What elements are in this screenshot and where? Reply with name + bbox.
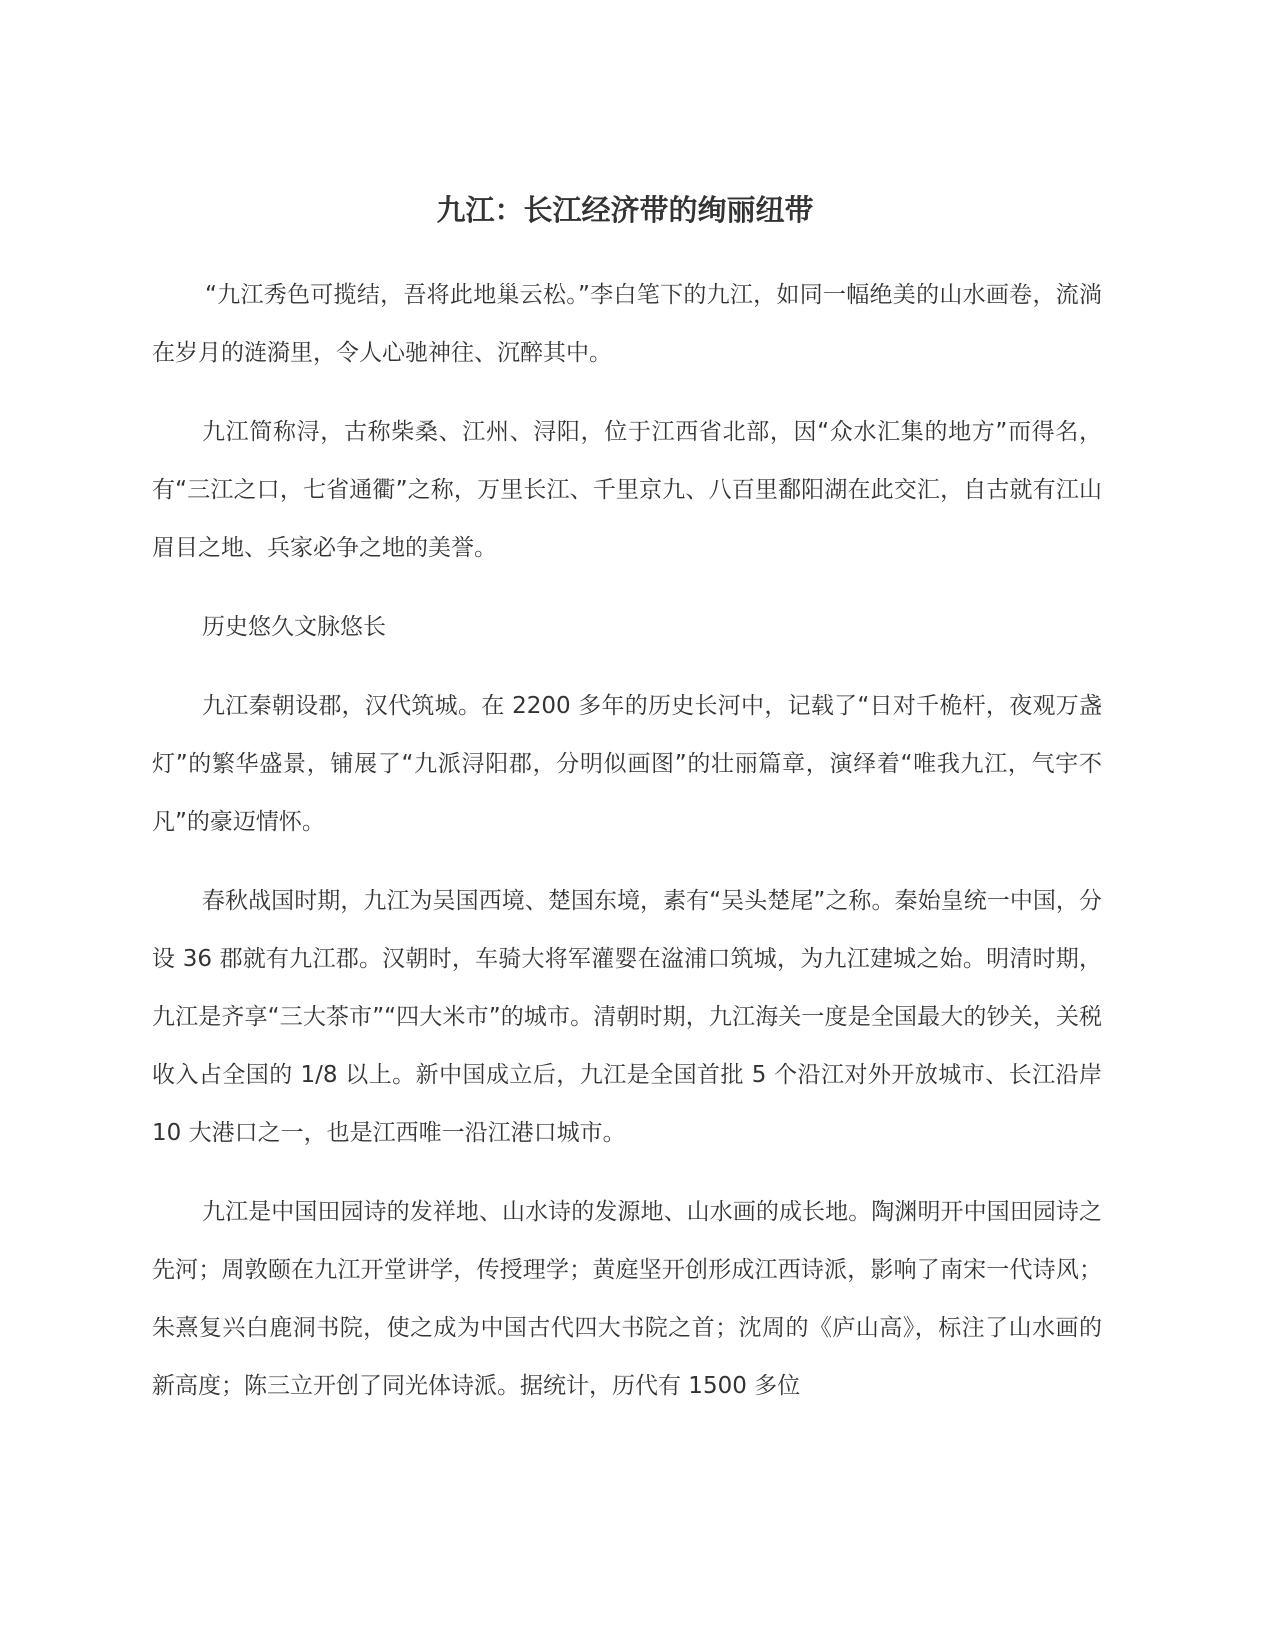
paragraph-history-intro: 九江秦朝设郡，汉代筑城。在 2200 多年的历史长河中，记载了“日对千桅杆，夜观万盏灯”的繁华盛景，铺展了“九派浔阳郡，分明似画图”的壮丽篇章，演绎着“唯我九江，气宇不凡”的豪迈情怀。 [152,693,1102,835]
paragraph-intro-quote: “九江秀色可揽结，吾将此地巢云松。”李白笔下的九江，如同一幅绝美的山水画卷，流淌在岁月的涟漪里，令人心驰神往、沉醉其中。 [152,282,1102,366]
paragraph-culture: 九江是中国田园诗的发祥地、山水诗的发源地、山水画的成长地。陶渊明开中国田园诗之先河；周敦颐在九江开堂讲学，传授理学；黄庭坚开创形成江西诗派，影响了南宋一代诗风；朱熹复兴白鹿洞书院，使之成为中国古代四大书院之首；沈周的《庐山高》，标注了山水画的新高度；陈三立开创了同光体诗派。据统计，历代有 1500 多位 [152,1199,1102,1399]
document-body [152,266,1102,1436]
paragraph-history-detail: 春秋战国时期，九江为吴国西境、楚国东境，素有“吴头楚尾”之称。秦始皇统一中国，分设 36 郡就有九江郡。汉朝时，车骑大将军灌婴在湓浦口筑城，为九江建城之始。明清时期，九江是齐享“三大茶市”“四大米市”的城市。清朝时期，九江海关一度是全国最大的钞关，关税收入占全国的 1/8 以上。新中国成立后，九江是全国首批 5 个沿江对外开放城市、长江沿岸 10 大港口之一，也是江西唯一沿江港口城市。 [152,888,1102,1146]
section-heading-history: 历史悠久文脉悠长 [202,614,386,640]
paragraph-overview: 九江简称浔，古称柴桑、江州、浔阳，位于江西省北部，因“众水汇集的地方”而得名，有“三江之口，七省通衢”之称，万里长江、千里京九、八百里鄱阳湖在此交汇，自古就有江山眉目之地、兵家必争之地的美誉。 [152,419,1102,561]
document-title: 九江：长江经济带的绚丽纽带 [436,193,814,227]
